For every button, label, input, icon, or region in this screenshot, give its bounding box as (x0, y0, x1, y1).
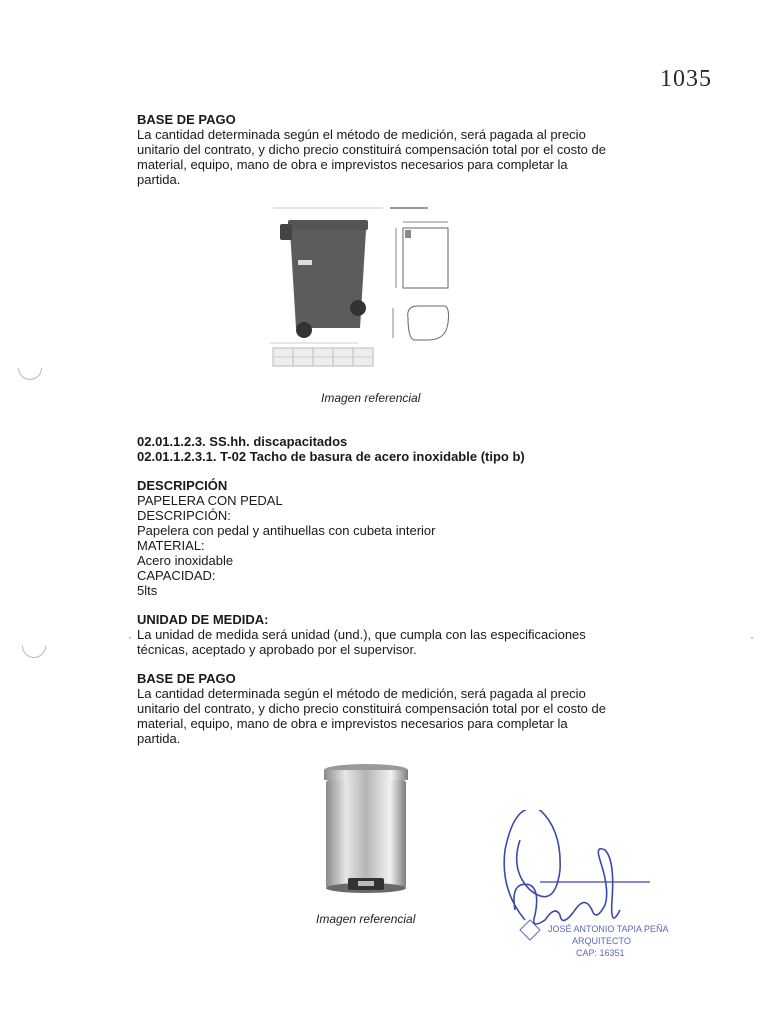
item-heading: 02.01.1.2.3.1. T-02 Tacho de basura de acero inoxidable (tipo b) (137, 449, 525, 464)
paragraph-line: DESCRIPCIÓN: (137, 508, 231, 523)
section-heading: BASE DE PAGO (137, 112, 236, 127)
item-headings (137, 434, 635, 464)
paragraph-line: unitario del contrato, y dicho precio constituirá compensación total por el costo de (137, 142, 606, 157)
punch-hole-bottom (17, 629, 51, 663)
paragraph-line: CAPACIDAD: (137, 568, 216, 583)
paragraph-line: La cantidad determinada según el método de medición, será pagada al precio (137, 127, 586, 142)
figure-caption: Imagen referencial (321, 391, 421, 405)
paragraph-line: material, equipo, mano de obra e imprevistos necesarios para completar la (137, 157, 568, 172)
margin-mark: · (750, 630, 754, 644)
paragraph-line: PAPELERA CON PEDAL (137, 493, 283, 508)
paragraph-line: La unidad de medida será unidad (und.), que cumpla con las especificaciones (137, 627, 586, 642)
item-heading: 02.01.1.2.3. SS.hh. discapacitados (137, 434, 348, 449)
paragraph-line: 5lts (137, 583, 158, 598)
signature-stamp (500, 810, 680, 980)
section-heading: UNIDAD DE MEDIDA: (137, 612, 269, 627)
stamp-name: JOSÉ ANTONIO TAPIA PEÑA (548, 924, 669, 934)
paragraph-line: material, equipo, mano de obra e imprevistos necesarios para completar la (137, 716, 568, 731)
base-de-pago-section-1 (137, 112, 635, 187)
stamp-cap: CAP: 16351 (576, 948, 625, 958)
paragraph-line: partida. (137, 731, 181, 746)
figure-caption: Imagen referencial (316, 912, 416, 926)
wheeled-trash-bin-image (268, 198, 478, 376)
section-heading: DESCRIPCIÓN (137, 478, 228, 493)
paragraph-line: Acero inoxidable (137, 553, 234, 568)
descripcion-section (137, 478, 635, 598)
pedal-bin-image (318, 762, 414, 900)
paragraph-line: unitario del contrato, y dicho precio constituirá compensación total por el costo de (137, 701, 606, 716)
page-number: 1035 (660, 66, 712, 92)
margin-mark: · (128, 630, 132, 644)
paragraph-line: partida. (137, 172, 181, 187)
paragraph-line: técnicas, aceptado y aprobado por el supervisor. (137, 642, 417, 657)
pedal-bin-icon (318, 762, 414, 900)
wheeled-trash-bin-icon (268, 198, 478, 376)
section-heading: BASE DE PAGO (137, 671, 236, 686)
unidad-de-medida-section (137, 612, 635, 657)
stamp-title: ARQUITECTO (572, 936, 631, 946)
paragraph-line: Papelera con pedal y antihuellas con cubeta interior (137, 523, 436, 538)
punch-hole-top (13, 351, 47, 385)
base-de-pago-section-2 (137, 671, 635, 746)
paragraph-line: La cantidad determinada según el método de medición, será pagada al precio (137, 686, 586, 701)
paragraph-line: MATERIAL: (137, 538, 205, 553)
